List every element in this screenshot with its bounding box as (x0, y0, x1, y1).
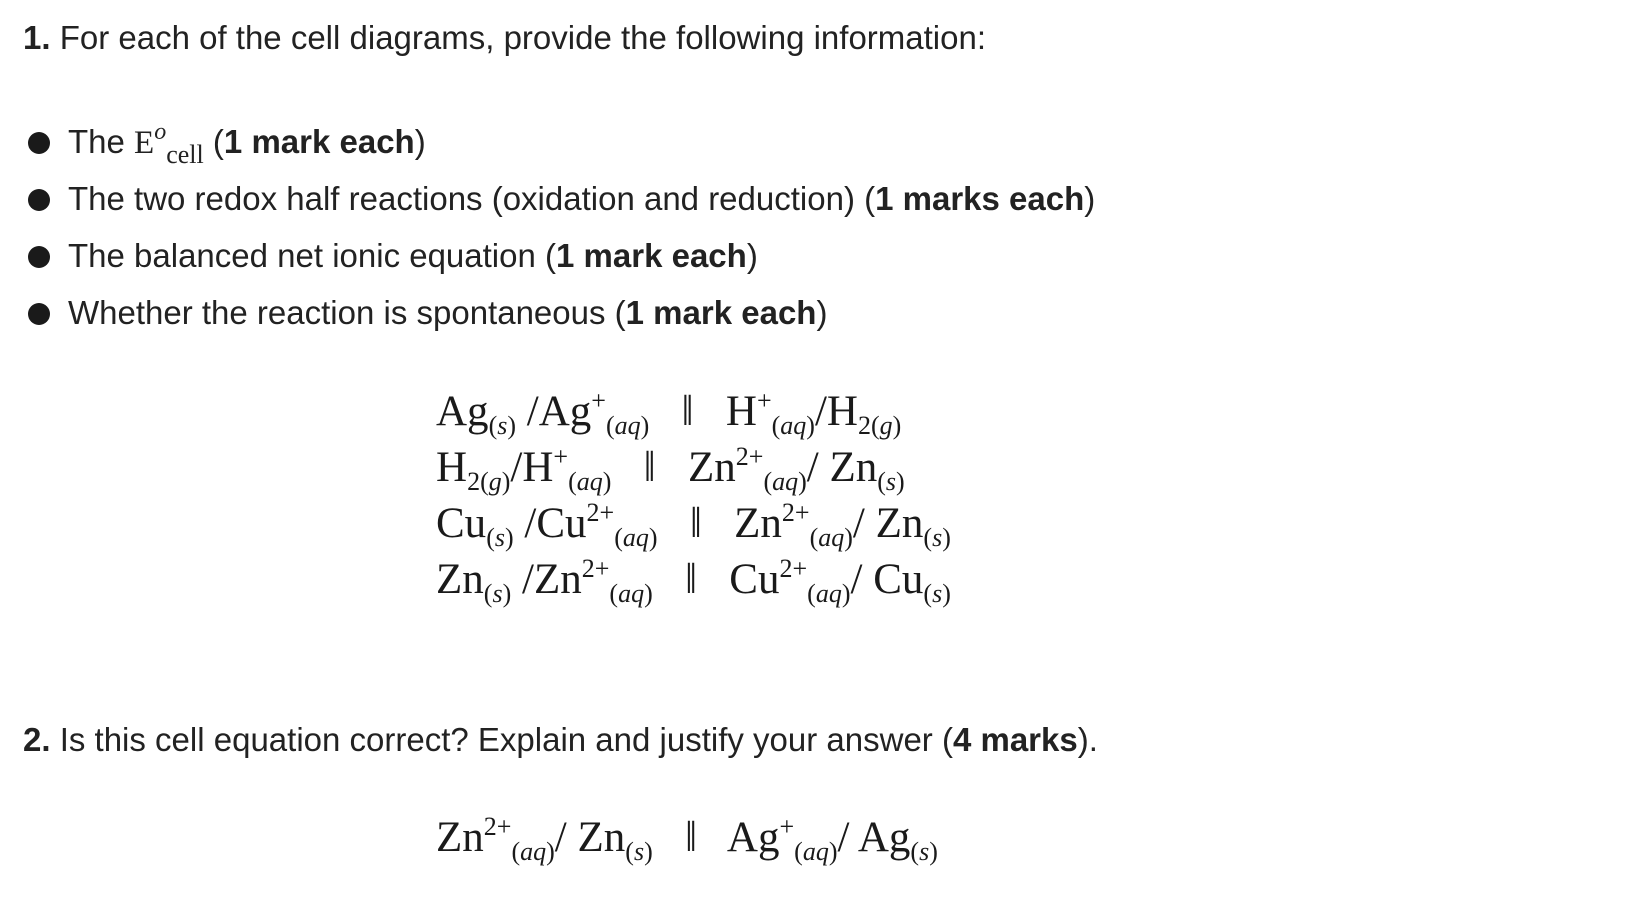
list-item-text: Whether the reaction is spontaneous ( (68, 294, 626, 331)
bullet-icon (28, 132, 50, 154)
question-2-title: 2. Is this cell equation correct? Explain and justify your answer (4 marks). (23, 721, 1098, 758)
cell-diagram: $Zn_{(s)}$ $/Zn^{2+}_{(aq)}$ ‖ $Cu^{2+}_{(aq)}/$ $Cu_{(s)}$ (436, 554, 951, 608)
bullet-icon (28, 246, 50, 268)
question-2-text: Is this cell equation correct? Explain and justify your answer ( (59, 721, 953, 758)
list-item-text: The two redox half reactions (oxidation and reduction) ( (68, 180, 876, 217)
list-item-e-cell: The $E^o_{cell}$ (1 mark each) (28, 118, 1095, 175)
list-item-spontaneous: Whether the reaction is spontaneous (1 mark each) (28, 289, 1095, 346)
cell-diagram-list (436, 384, 951, 608)
cell-equation-q2: $Zn^{2+}_{(aq)}/$ $Zn_{(s)}$ ‖ $Ag^+_{(aq)}/$ $Ag_{(s)}$ (436, 812, 938, 866)
marks-label: 1 mark each (556, 237, 747, 274)
question-1-title (23, 18, 986, 58)
marks-label: 1 marks each (875, 180, 1085, 217)
cell-diagram: $Ag_{(s)}$ $/Ag^+_{(aq)}$ ‖ $H^+_{(aq)}/H_{2(g)}$ (436, 386, 902, 440)
list-item-half-reactions: The two redox half reactions (oxidation and reduction) (1 marks each) (28, 175, 1095, 232)
e-cell-symbol: $E^o_{cell}$ (134, 119, 204, 169)
list-item-net-ionic: The balanced net ionic equation (1 mark each) (28, 232, 1095, 289)
list-item-text: The (68, 123, 135, 160)
requirements-list (28, 118, 1095, 346)
marks-label: 4 marks (952, 721, 1078, 758)
cell-diagram: $H_{2(g)}/H^+_{(aq)}$ ‖ $Zn^{2+}_{(aq)}/$ $Zn_{(s)}$ (436, 442, 905, 496)
marks-label: 1 mark each (223, 123, 415, 160)
question-2-number: 2. (23, 721, 51, 758)
cell-diagram: $Cu_{(s)}$ $/Cu^{2+}_{(aq)}$ ‖ $Zn^{2+}_{(aq)}/$ $Zn_{(s)}$ (436, 498, 951, 552)
bullet-icon (28, 189, 50, 211)
marks-label: 1 mark each (625, 294, 817, 331)
list-item-text: The balanced net ionic equation ( (68, 237, 557, 274)
question-1-text: For each of the cell diagrams, provide the following information: (59, 19, 987, 56)
question-1-number: 1. (23, 19, 51, 56)
bullet-icon (28, 303, 50, 325)
